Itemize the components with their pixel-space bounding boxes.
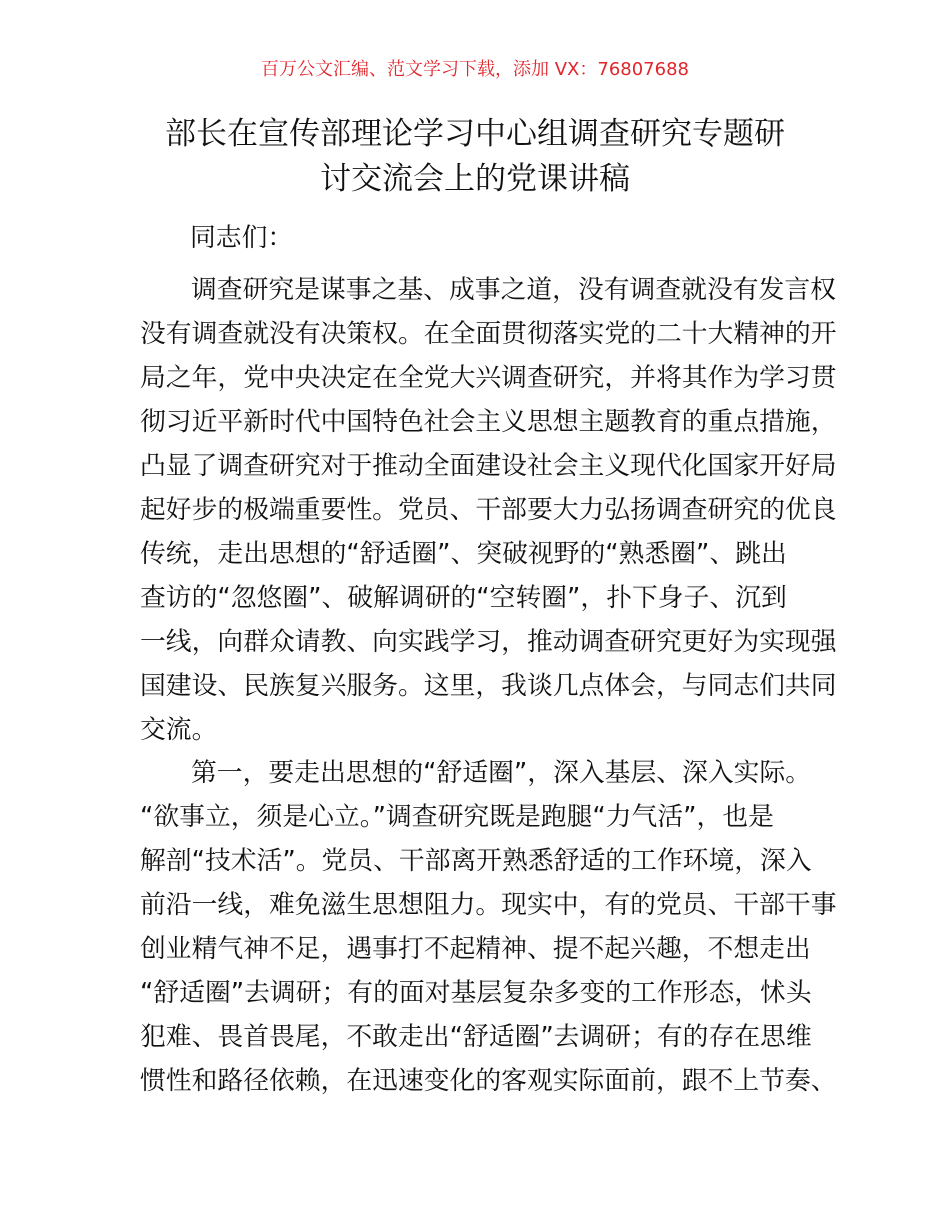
paragraph-line: 一线，向群众请教、向实践学习，推动调查研究更好为实现强: [140, 627, 837, 657]
paragraph-line: 查访的“忽悠圈”、破解调研的“空转圈”，扑下身子、沉到: [140, 583, 787, 613]
title-line: 讨交流会上的党课讲稿: [320, 161, 630, 197]
paragraph-line: 创业精气神不足，遇事打不起精神、提不起兴趣，不想走出: [140, 934, 811, 964]
title-line: 部长在宣传部理论学习中心组调查研究专题研: [165, 116, 785, 152]
paragraph-line: 犯难、畏首畏尾，不敢走出“舒适圈”去调研；有的存在思维: [140, 1022, 812, 1052]
paragraph: [140, 751, 837, 1103]
document-title: [100, 112, 850, 202]
paragraph-line: 传统，走出思想的“舒适圈”、突破视野的“熟悉圈”、跳出: [140, 539, 787, 569]
paragraph-line: “舒适圈”去调研；有的面对基层复杂多变的工作形态，怵头: [140, 978, 812, 1008]
paragraph-line: “欲事立，须是心立。”调查研究既是跑腿“力气活”，也是: [140, 802, 774, 832]
paragraph-line: 凸显了调查研究对于推动全面建设社会主义现代化国家开好局: [140, 451, 837, 481]
paragraph-line: 交流。: [140, 715, 218, 745]
paragraph: [140, 268, 837, 752]
paragraph-line: 没有调查就没有决策权。在全面贯彻落实党的二十大精神的开: [140, 319, 837, 349]
paragraph-line: 局之年，党中央决定在全党大兴调查研究，并将其作为学习贯: [140, 363, 837, 393]
paragraph-line: 国建设、民族复兴服务。这里，我谈几点体会，与同志们共同: [140, 671, 837, 701]
watermark-header: 百万公文汇编、范文学习下载，添加 VX：76807688: [261, 59, 689, 80]
paragraph-line: 惯性和路径依赖，在迅速变化的客观实际面前，跟不上节奏、: [140, 1066, 837, 1096]
salutation: 同志们：: [190, 223, 294, 253]
paragraph-line: 彻习近平新时代中国特色社会主义思想主题教育的重点措施，: [140, 407, 837, 437]
paragraph-line: 前沿一线，难免滋生思想阻力。现实中，有的党员、干部干事: [140, 890, 837, 920]
paragraph-line: 第一，要走出思想的“舒适圈”，深入基层、深入实际。: [191, 758, 812, 788]
paragraph-line: 调查研究是谋事之基、成事之道，没有调查就没有发言权: [191, 275, 836, 305]
paragraph-line: 起好步的极端重要性。党员、干部要大力弘扬调查研究的优良: [140, 495, 837, 525]
paragraph-line: 解剖“技术活”。党员、干部离开熟悉舒适的工作环境，深入: [140, 846, 812, 876]
